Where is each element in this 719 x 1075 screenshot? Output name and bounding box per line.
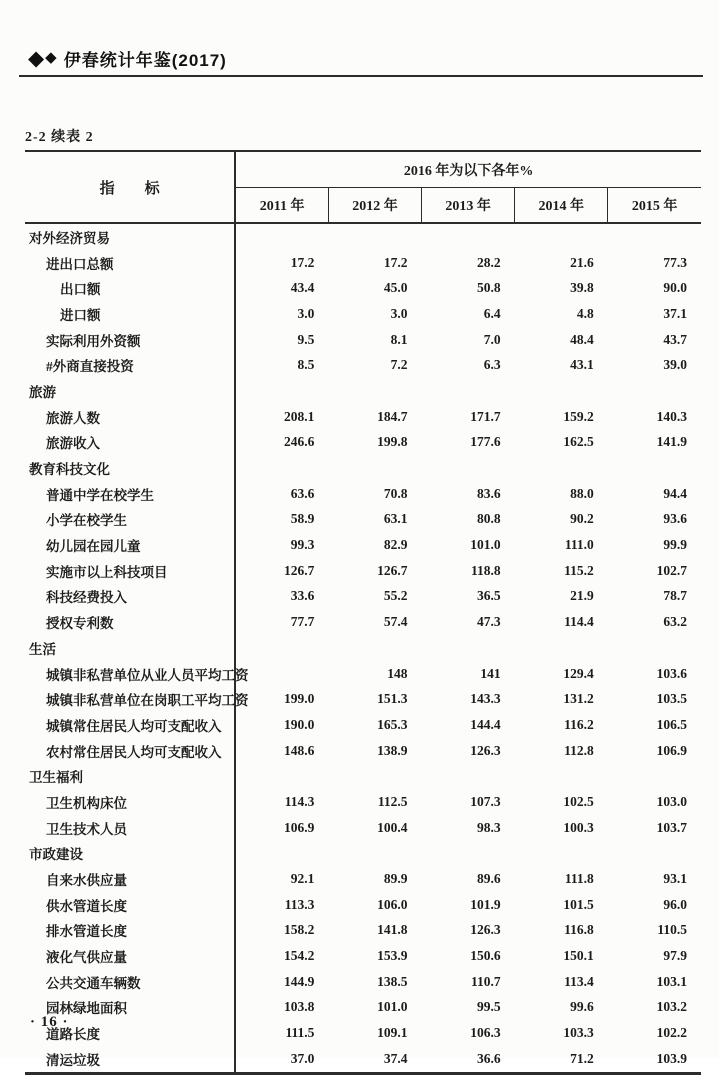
value-cell: 159.2	[563, 408, 594, 424]
table-row	[25, 995, 701, 1021]
value-cell: 48.4	[570, 331, 594, 347]
indicator-cell: 实施市以上科技项目	[25, 558, 235, 584]
indicator-cell: 液化气供应量	[25, 943, 235, 969]
value-cell: 208.1	[284, 408, 315, 424]
value-cell	[422, 635, 515, 661]
value-cell: 126.7	[284, 562, 315, 578]
yearbook-title: 伊春统计年鉴(2017)	[63, 51, 227, 70]
value-cell: 103.9	[656, 1050, 687, 1066]
value-cell	[608, 763, 701, 789]
table-row	[25, 404, 701, 430]
value-cell	[328, 841, 421, 867]
value-cell: 99.6	[570, 999, 594, 1015]
table-row	[25, 1046, 701, 1073]
value-cell: 106.9	[284, 819, 315, 835]
value-cell: 102.5	[563, 793, 594, 809]
table-row	[25, 558, 701, 584]
year-column-header: 2011 年	[235, 188, 328, 224]
table-row	[25, 301, 701, 327]
value-cell: 21.9	[570, 588, 594, 604]
value-cell: 58.9	[290, 511, 315, 527]
value-cell: 144.4	[470, 716, 501, 732]
value-cell: 109.1	[377, 1025, 408, 1041]
value-cell: 100.4	[377, 819, 408, 835]
value-cell: 129.4	[563, 665, 594, 681]
value-cell: 148	[387, 665, 408, 681]
table-row	[25, 866, 701, 892]
value-cell: 141	[480, 665, 501, 681]
value-cell: 36.5	[477, 588, 501, 604]
value-cell: 131.2	[563, 691, 594, 707]
value-cell: 39.8	[570, 280, 594, 296]
value-cell: 101.9	[470, 896, 501, 912]
value-cell: 113.4	[564, 973, 594, 989]
value-cell: 150.6	[470, 948, 501, 964]
value-cell: 162.5	[563, 434, 594, 450]
value-cell: 9.5	[297, 331, 315, 347]
table-header	[25, 151, 701, 223]
value-cell	[608, 378, 701, 404]
value-cell: 140.3	[656, 408, 687, 424]
table-caption: 2-2 续表 2	[25, 130, 94, 145]
value-cell: 144.9	[284, 973, 315, 989]
value-cell: 106.0	[377, 896, 408, 912]
value-cell	[608, 223, 701, 250]
value-cell: 103.2	[656, 999, 687, 1015]
value-cell: 110.5	[657, 922, 687, 938]
value-cell: 4.8	[576, 305, 594, 321]
value-cell: 111.5	[285, 1025, 315, 1041]
value-cell: 148.6	[284, 742, 315, 758]
value-cell: 63.2	[663, 614, 687, 630]
value-cell: 100.3	[563, 819, 594, 835]
value-cell: 199.8	[377, 434, 408, 450]
value-cell: 96.0	[663, 896, 687, 912]
value-cell: 184.7	[377, 408, 408, 424]
value-cell	[328, 635, 421, 661]
value-cell: 143.3	[470, 691, 501, 707]
value-cell: 97.9	[663, 948, 687, 964]
value-cell: 111.8	[564, 871, 594, 887]
value-cell: 47.3	[477, 614, 501, 630]
value-cell: 94.4	[663, 485, 687, 501]
table-row	[25, 918, 701, 944]
table-row	[25, 275, 701, 301]
value-cell: 99.5	[477, 999, 501, 1015]
value-cell: 82.9	[383, 537, 408, 553]
indicator-column-header: 指 标	[25, 151, 235, 223]
value-cell: 154.2	[284, 948, 315, 964]
value-cell: 8.5	[297, 357, 315, 373]
value-cell	[515, 455, 608, 481]
table-row	[25, 584, 701, 610]
value-cell: 90.0	[663, 280, 687, 296]
indicator-cell: 公共交通车辆数	[25, 969, 235, 995]
value-cell: 102.2	[656, 1025, 687, 1041]
value-cell	[235, 841, 328, 867]
value-cell: 199.0	[284, 691, 315, 707]
value-cell	[235, 635, 328, 661]
table-row	[25, 250, 701, 276]
value-cell: 114.3	[284, 793, 315, 809]
value-cell: 110.7	[471, 973, 501, 989]
value-cell: 7.2	[390, 357, 408, 373]
table-row	[25, 532, 701, 558]
value-cell	[515, 223, 608, 250]
page-number: · 16 ·	[30, 1014, 69, 1030]
value-cell	[328, 378, 421, 404]
value-cell: 28.2	[477, 254, 501, 270]
value-cell: 83.6	[477, 485, 501, 501]
value-cell: 93.1	[663, 871, 687, 887]
diamond-icon-small: ◆	[45, 50, 57, 66]
value-cell: 43.7	[663, 331, 687, 347]
value-cell: 17.2	[383, 254, 408, 270]
value-cell: 103.8	[284, 999, 315, 1015]
value-cell: 90.2	[570, 511, 594, 527]
section-row	[25, 635, 701, 661]
table-row	[25, 789, 701, 815]
indicator-cell: 实际利用外资额	[25, 327, 235, 353]
table-row	[25, 507, 701, 533]
indicator-cell: 幼儿园在园儿童	[25, 532, 235, 558]
indicator-cell: 旅游人数	[25, 404, 235, 430]
value-cell: 126.7	[377, 562, 408, 578]
value-cell: 3.0	[390, 305, 408, 321]
value-cell: 80.8	[477, 511, 501, 527]
value-cell: 36.6	[477, 1050, 501, 1066]
value-cell: 118.8	[471, 562, 501, 578]
value-cell: 6.4	[483, 305, 501, 321]
value-cell	[422, 763, 515, 789]
table-row	[25, 712, 701, 738]
value-cell	[515, 763, 608, 789]
table-body	[25, 223, 701, 1073]
indicator-cell: 生活	[25, 635, 235, 661]
indicator-cell: 进出口总额	[25, 250, 235, 276]
indicator-cell: 城镇非私营单位从业人员平均工资	[25, 661, 235, 687]
value-cell: 115.2	[564, 562, 594, 578]
value-cell: 103.5	[656, 691, 687, 707]
span-header: 2016 年为以下各年%	[235, 151, 701, 188]
value-cell: 89.6	[477, 871, 501, 887]
section-row	[25, 378, 701, 404]
value-cell: 103.3	[563, 1025, 594, 1041]
value-cell	[515, 635, 608, 661]
indicator-cell: 道路长度	[25, 1020, 235, 1046]
indicator-cell: 科技经费投入	[25, 584, 235, 610]
value-cell: 63.6	[290, 485, 315, 501]
value-cell: 57.4	[383, 614, 408, 630]
section-row	[25, 455, 701, 481]
value-cell: 116.2	[564, 716, 594, 732]
table-row	[25, 481, 701, 507]
indicator-cell: 卫生技术人员	[25, 815, 235, 841]
value-cell: 190.0	[284, 716, 315, 732]
value-cell: 6.3	[483, 357, 501, 373]
table-row	[25, 609, 701, 635]
value-cell: 77.7	[290, 614, 315, 630]
value-cell: 165.3	[377, 716, 408, 732]
value-cell	[235, 223, 328, 250]
value-cell: 78.7	[663, 588, 687, 604]
value-cell: 43.1	[570, 357, 594, 373]
value-cell	[328, 763, 421, 789]
indicator-cell: 进口额	[25, 301, 235, 327]
table-row	[25, 661, 701, 687]
section-row	[25, 763, 701, 789]
value-cell: 101.0	[470, 537, 501, 553]
value-cell: 102.7	[656, 562, 687, 578]
value-cell: 103.1	[656, 973, 687, 989]
table-row	[25, 327, 701, 353]
value-cell: 101.5	[563, 896, 594, 912]
indicator-cell: 自来水供应量	[25, 866, 235, 892]
indicator-cell: 旅游	[25, 378, 235, 404]
section-row	[25, 841, 701, 867]
table-row	[25, 892, 701, 918]
value-cell: 92.1	[290, 871, 315, 887]
value-cell: 112.5	[377, 793, 408, 809]
value-cell: 37.1	[663, 305, 687, 321]
value-cell: 101.0	[377, 999, 408, 1015]
table-row	[25, 1020, 701, 1046]
value-cell: 71.2	[570, 1050, 594, 1066]
value-cell	[515, 378, 608, 404]
value-cell	[328, 455, 421, 481]
indicator-cell: 卫生机构床位	[25, 789, 235, 815]
value-cell: 177.6	[470, 434, 501, 450]
value-cell	[235, 661, 328, 687]
value-cell: 89.9	[383, 871, 408, 887]
indicator-cell: 市政建设	[25, 841, 235, 867]
value-cell: 106.5	[656, 716, 687, 732]
year-column-header: 2012 年	[328, 188, 421, 224]
indicator-cell: 城镇非私营单位在岗职工平均工资	[25, 686, 235, 712]
value-cell: 158.2	[284, 922, 315, 938]
value-cell: 171.7	[470, 408, 501, 424]
value-cell: 116.8	[564, 922, 594, 938]
indicator-cell: 授权专利数	[25, 609, 235, 635]
value-cell: 37.4	[383, 1050, 408, 1066]
value-cell: 141.9	[656, 434, 687, 450]
value-cell: 151.3	[377, 691, 408, 707]
value-cell: 8.1	[390, 331, 408, 347]
value-cell: 126.3	[470, 922, 501, 938]
table-row	[25, 943, 701, 969]
diamond-icon: ◆	[28, 46, 45, 70]
value-cell: 45.0	[383, 280, 408, 296]
value-cell	[235, 763, 328, 789]
value-cell: 21.6	[570, 254, 594, 270]
value-cell: 99.3	[290, 537, 315, 553]
value-cell: 43.4	[290, 280, 315, 296]
value-cell	[328, 223, 421, 250]
indicator-cell: 农村常住居民人均可支配收入	[25, 738, 235, 764]
value-cell: 55.2	[383, 588, 408, 604]
indicator-cell: #外商直接投资	[25, 352, 235, 378]
value-cell: 113.3	[284, 896, 315, 912]
value-cell	[608, 841, 701, 867]
value-cell: 153.9	[377, 948, 408, 964]
table-row	[25, 815, 701, 841]
indicator-cell: 教育科技文化	[25, 455, 235, 481]
value-cell: 141.8	[377, 922, 408, 938]
span-header-row	[25, 151, 701, 188]
value-cell	[422, 378, 515, 404]
value-cell	[422, 455, 515, 481]
year-column-header: 2013 年	[422, 188, 515, 224]
value-cell: 107.3	[470, 793, 501, 809]
value-cell: 99.9	[663, 537, 687, 553]
indicator-cell: 小学在校学生	[25, 507, 235, 533]
value-cell: 7.0	[483, 331, 501, 347]
value-cell: 138.9	[377, 742, 408, 758]
value-cell: 150.1	[563, 948, 594, 964]
statistics-table	[25, 150, 701, 1075]
value-cell: 50.8	[477, 280, 501, 296]
table-row	[25, 738, 701, 764]
value-cell: 39.0	[663, 357, 687, 373]
value-cell	[235, 378, 328, 404]
value-cell: 98.3	[477, 819, 501, 835]
table-row	[25, 352, 701, 378]
value-cell: 70.8	[383, 485, 408, 501]
table-row	[25, 969, 701, 995]
value-cell: 106.3	[470, 1025, 501, 1041]
value-cell: 93.6	[663, 511, 687, 527]
value-cell	[515, 841, 608, 867]
value-cell: 88.0	[570, 485, 594, 501]
value-cell: 37.0	[290, 1050, 315, 1066]
indicator-cell: 普通中学在校学生	[25, 481, 235, 507]
value-cell: 112.8	[564, 742, 594, 758]
indicator-cell: 旅游收入	[25, 430, 235, 456]
indicator-cell: 出口额	[25, 275, 235, 301]
indicator-cell: 对外经济贸易	[25, 223, 235, 250]
value-cell: 126.3	[470, 742, 501, 758]
value-cell: 77.3	[663, 254, 687, 270]
year-column-header: 2014 年	[515, 188, 608, 224]
value-cell: 3.0	[297, 305, 315, 321]
value-cell: 106.9	[656, 742, 687, 758]
table-row	[25, 430, 701, 456]
value-cell: 63.1	[383, 511, 408, 527]
value-cell	[235, 455, 328, 481]
value-cell: 246.6	[284, 434, 315, 450]
indicator-cell: 排水管道长度	[25, 918, 235, 944]
indicator-cell: 供水管道长度	[25, 892, 235, 918]
value-cell	[608, 455, 701, 481]
value-cell	[422, 223, 515, 250]
year-column-header: 2015 年	[608, 188, 701, 224]
value-cell: 114.4	[564, 614, 594, 630]
value-cell: 103.0	[656, 793, 687, 809]
document-header	[19, 46, 703, 77]
indicator-cell: 卫生福利	[25, 763, 235, 789]
indicator-cell: 园林绿地面积	[25, 995, 235, 1021]
table-row	[25, 686, 701, 712]
value-cell: 17.2	[290, 254, 315, 270]
indicator-cell: 城镇常住居民人均可支配收入	[25, 712, 235, 738]
value-cell: 103.6	[656, 665, 687, 681]
value-cell: 103.7	[656, 819, 687, 835]
section-row	[25, 223, 701, 250]
value-cell	[608, 635, 701, 661]
value-cell: 138.5	[377, 973, 408, 989]
value-cell	[422, 841, 515, 867]
value-cell: 111.0	[564, 537, 594, 553]
indicator-cell: 清运垃圾	[25, 1046, 235, 1073]
value-cell: 33.6	[290, 588, 315, 604]
